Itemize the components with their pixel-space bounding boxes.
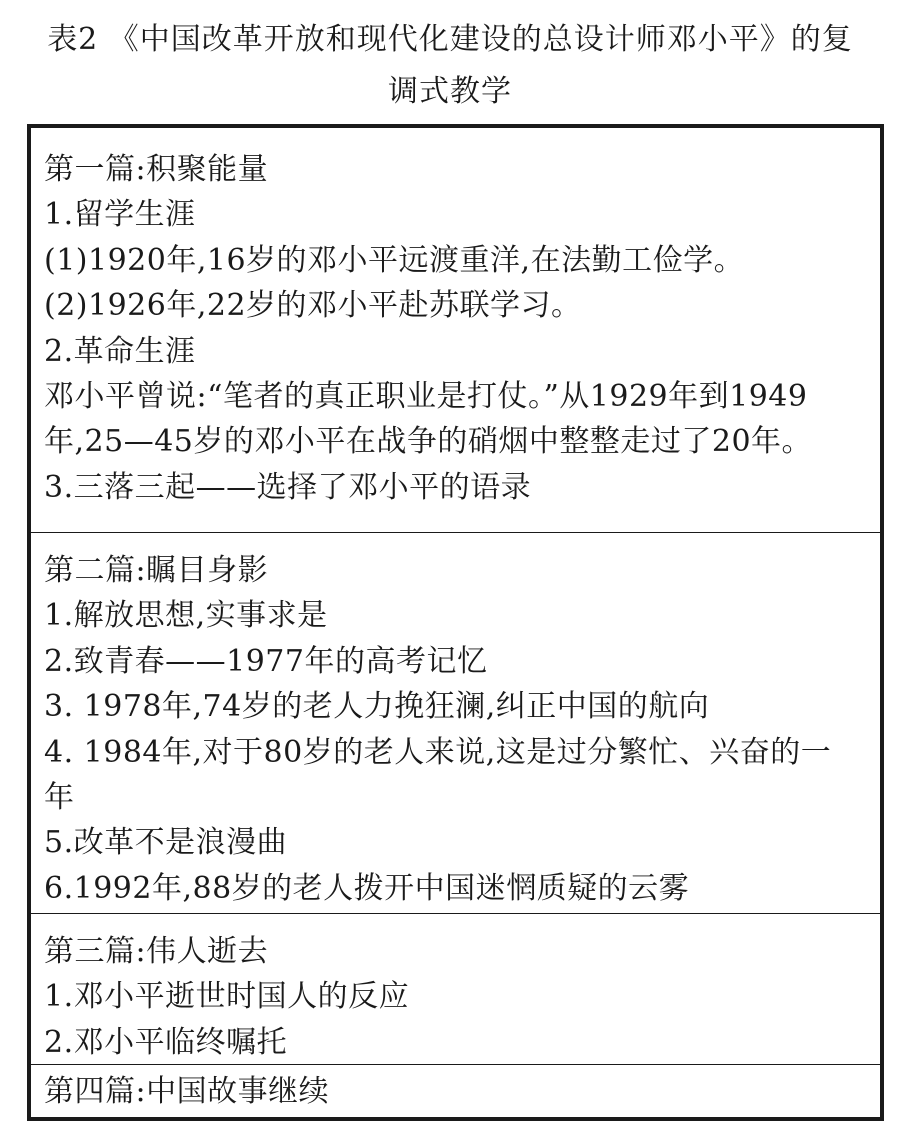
section-4	[31, 1065, 880, 1117]
section-2	[31, 533, 880, 913]
section-3-item: 2.邓小平临终嘱托	[44, 1024, 288, 1060]
section-3	[31, 914, 880, 1064]
section-1-item: 年,25—45岁的邓小平在战争的硝烟中整整走过了20年。	[44, 424, 813, 460]
section-2-item: 1.解放思想,实事求是	[44, 598, 328, 634]
caption-line-1: 表2 《中国改革开放和现代化建设的总设计师邓小平》的复	[47, 22, 853, 57]
section-1-item: 2.革命生涯	[44, 333, 196, 369]
section-2-item: 年	[44, 780, 75, 816]
section-2-item: 3. 1978年,74岁的老人力挽狂澜,纠正中国的航向	[44, 689, 710, 725]
lesson-table	[27, 124, 884, 1121]
section-2-item: 5.改革不是浪漫曲	[44, 825, 288, 861]
section-2-item: 6.1992年,88岁的老人拨开中国迷惘质疑的云雾	[44, 870, 690, 906]
section-2-heading: 第二篇:瞩目身影	[44, 553, 269, 588]
section-4-heading: 第四篇:中国故事继续	[44, 1074, 330, 1109]
table-caption	[10, 14, 890, 118]
section-2-item: 4. 1984年,对于80岁的老人来说,这是过分繁忙、兴奋的一	[44, 734, 832, 770]
section-1-item: 3.三落三起——选择了邓小平的语录	[44, 469, 532, 505]
caption-line-2: 调式教学	[388, 74, 512, 109]
section-1-item: (2)1926年,22岁的邓小平赴苏联学习。	[44, 288, 582, 324]
section-1-heading: 第一篇:积聚能量	[44, 152, 269, 187]
section-1-item: (1)1920年,16岁的邓小平远渡重洋,在法勤工俭学。	[44, 242, 745, 278]
section-2-item: 2.致青春——1977年的高考记忆	[44, 643, 488, 679]
section-3-heading: 第三篇:伟人逝去	[44, 934, 269, 969]
section-1-item: 1.留学生涯	[44, 197, 196, 233]
section-1	[31, 128, 880, 532]
section-3-item: 1.邓小平逝世时国人的反应	[44, 979, 410, 1015]
section-1-item: 邓小平曾说:“笔者的真正职业是打仗。”从1929年到1949	[44, 379, 808, 415]
